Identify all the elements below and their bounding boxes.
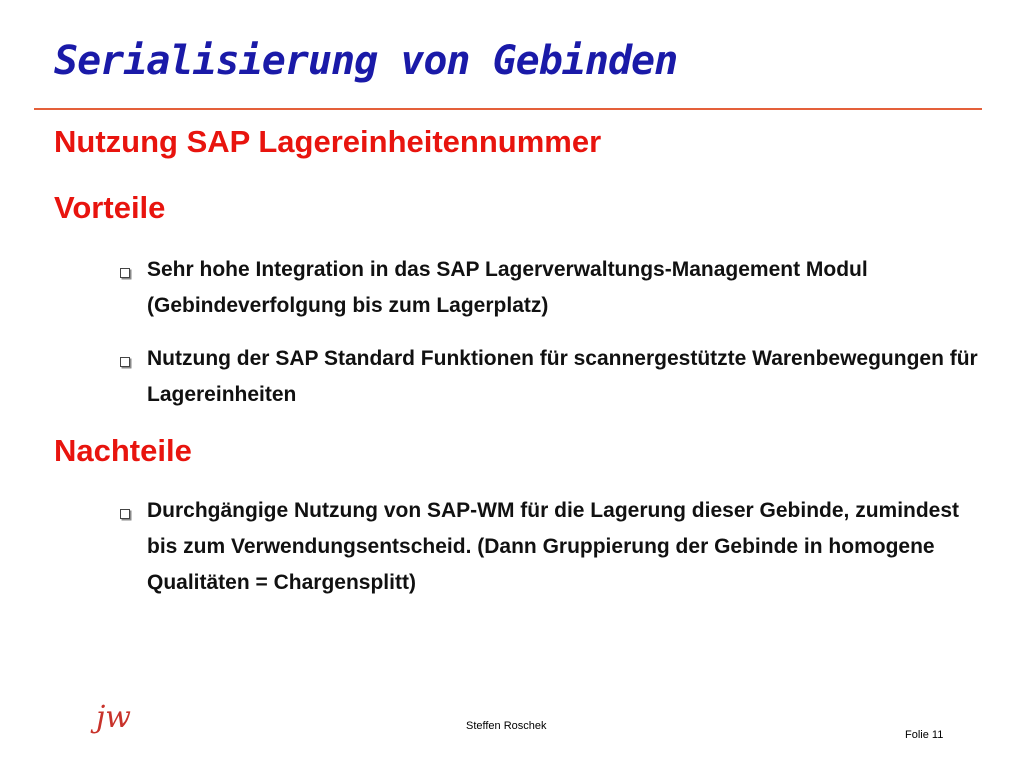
disadvantage-item-text: Durchgängige Nutzung von SAP-WM für die Lagerung dieser Gebinde, zumindest bis zum Verwendungsentscheid. (Dann Gruppierung der Gebinde in homogene Qualitäten = Chargensplitt): [147, 499, 960, 594]
advantage-item-text: Nutzung der SAP Standard Funktionen für scannergestützte Warenbewegungen für Lagereinheiten: [147, 347, 978, 406]
title-divider: [34, 108, 982, 110]
slide-title: Serialisierung von Gebinden: [54, 38, 678, 84]
advantage-item-text: Sehr hohe Integration in das SAP Lagerverwaltungs-Management Modul (Gebindeverfolgung bis zum Lagerplatz): [147, 258, 868, 317]
square-bullet-icon: [120, 509, 130, 519]
slide-number: Folie 11: [905, 729, 944, 741]
disadvantage-item-1: [120, 499, 980, 601]
square-bullet-icon: [120, 357, 130, 367]
footer-author: Steffen Roschek: [466, 720, 547, 732]
section-heading-main: Nutzung SAP Lagereinheitennummer: [54, 124, 602, 159]
advantage-item-1: [120, 258, 980, 324]
jw-logo: jw: [96, 700, 131, 735]
section-heading-disadvantages: Nachteile: [54, 433, 192, 468]
advantage-item-2: [120, 347, 980, 413]
square-bullet-icon: [120, 268, 130, 278]
section-heading-advantages: Vorteile: [54, 190, 166, 225]
